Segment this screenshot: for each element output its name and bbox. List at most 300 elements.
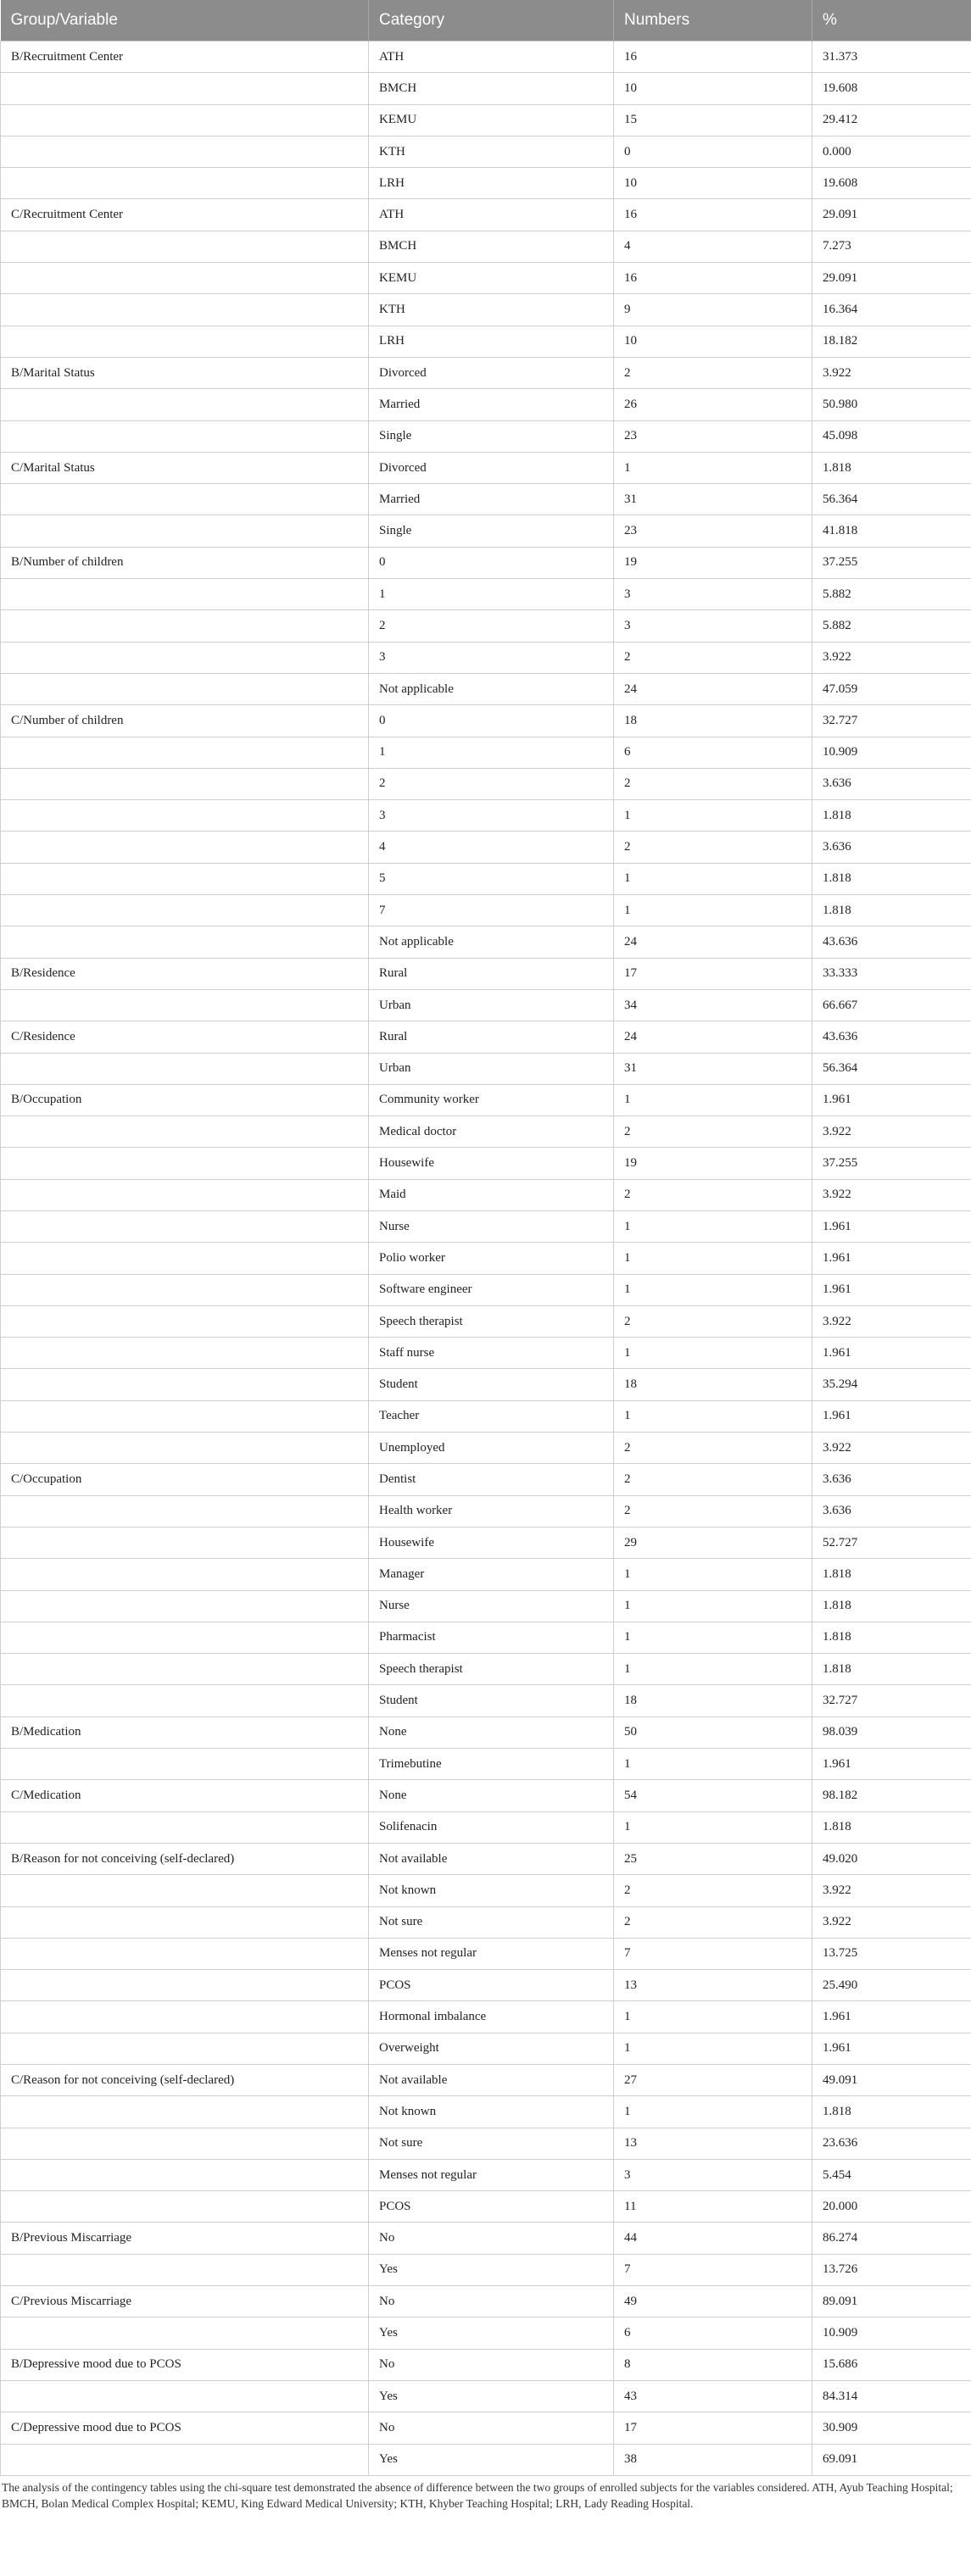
cell-numbers: 10 (614, 73, 812, 104)
cell-percent: 1.961 (812, 1749, 971, 1780)
cell-percent: 3.922 (812, 1906, 971, 1938)
cell-numbers: 6 (614, 2317, 812, 2349)
cell-numbers: 1 (614, 1622, 812, 1653)
cell-group-variable (1, 768, 369, 799)
cell-numbers: 8 (614, 2349, 812, 2380)
table-row (1, 263, 971, 294)
table-row (1, 1021, 971, 1053)
cell-numbers: 2 (614, 1464, 812, 1495)
cell-group-variable (1, 2096, 369, 2128)
cell-numbers: 2 (614, 357, 812, 388)
table-row (1, 737, 971, 768)
cell-percent: 3.922 (812, 1875, 971, 1906)
cell-percent: 56.364 (812, 484, 971, 515)
cell-category: Dentist (369, 1464, 614, 1495)
table-row (1, 168, 971, 199)
cell-numbers: 10 (614, 168, 812, 199)
cell-percent: 86.274 (812, 2223, 971, 2254)
cell-numbers: 4 (614, 231, 812, 262)
cell-percent: 98.182 (812, 1780, 971, 1811)
cell-numbers: 19 (614, 1148, 812, 1179)
cell-percent: 3.636 (812, 768, 971, 799)
cell-percent: 10.909 (812, 2317, 971, 2349)
cell-numbers: 1 (614, 1338, 812, 1369)
cell-percent: 29.091 (812, 199, 971, 231)
cell-numbers: 1 (614, 800, 812, 832)
cell-percent: 29.091 (812, 263, 971, 294)
cell-category: No (369, 2349, 614, 2380)
cell-group-variable: B/Depressive mood due to PCOS (1, 2349, 369, 2380)
cell-category: Nurse (369, 1590, 614, 1622)
table-row (1, 515, 971, 547)
cell-numbers: 1 (614, 895, 812, 926)
cell-category: Maid (369, 1179, 614, 1210)
cell-percent: 50.980 (812, 389, 971, 420)
cell-category: Not available (369, 2065, 614, 2096)
table-row (1, 2254, 971, 2285)
cell-numbers: 24 (614, 926, 812, 958)
cell-percent: 1.818 (812, 800, 971, 832)
cell-category: Health worker (369, 1495, 614, 1527)
cell-group-variable: C/Marital Status (1, 452, 369, 483)
cell-category: 0 (369, 705, 614, 737)
cell-category: Solifenacin (369, 1811, 614, 1843)
cell-category: Single (369, 515, 614, 547)
table-row (1, 2033, 971, 2064)
cell-group-variable: C/Number of children (1, 705, 369, 737)
cell-category: Hormonal imbalance (369, 2001, 614, 2033)
cell-numbers: 1 (614, 1243, 812, 1274)
cell-numbers: 31 (614, 1053, 812, 1084)
cell-numbers: 34 (614, 989, 812, 1021)
cell-percent: 69.091 (812, 2444, 971, 2475)
table-row (1, 1305, 971, 1337)
cell-numbers: 18 (614, 1369, 812, 1400)
cell-category: PCOS (369, 2191, 614, 2223)
cell-group-variable (1, 1116, 369, 1148)
cell-group-variable (1, 1527, 369, 1558)
cell-percent: 15.686 (812, 2349, 971, 2380)
table-row (1, 642, 971, 673)
cell-category: Menses not regular (369, 1938, 614, 1969)
cell-numbers: 1 (614, 1274, 812, 1305)
cell-numbers: 1 (614, 1654, 812, 1685)
cell-percent: 49.091 (812, 2065, 971, 2096)
cell-group-variable (1, 1433, 369, 1464)
cell-numbers: 1 (614, 1084, 812, 1116)
cell-percent: 3.922 (812, 357, 971, 388)
cell-percent: 1.961 (812, 1243, 971, 1274)
cell-category: Pharmacist (369, 1622, 614, 1653)
cell-category: Not sure (369, 1906, 614, 1938)
cell-category: Married (369, 484, 614, 515)
table-row (1, 1654, 971, 1685)
cell-category: 3 (369, 800, 614, 832)
cell-group-variable (1, 1622, 369, 1653)
cell-category: 5 (369, 863, 614, 894)
cell-category: Not sure (369, 2128, 614, 2159)
cell-percent: 1.961 (812, 1084, 971, 1116)
cell-category: KTH (369, 294, 614, 325)
cell-category: None (369, 1780, 614, 1811)
cell-percent: 18.182 (812, 325, 971, 357)
cell-group-variable (1, 1749, 369, 1780)
cell-category: PCOS (369, 1970, 614, 2001)
cell-group-variable (1, 1875, 369, 1906)
table-row (1, 1716, 971, 1748)
cell-group-variable (1, 484, 369, 515)
cell-numbers: 2 (614, 1875, 812, 1906)
table-row (1, 2001, 971, 2033)
cell-group-variable: C/Previous Miscarriage (1, 2286, 369, 2317)
table-row (1, 1053, 971, 1084)
cell-group-variable (1, 1210, 369, 1242)
table-row (1, 1400, 971, 1432)
cell-category: Overweight (369, 2033, 614, 2064)
cell-numbers: 54 (614, 1780, 812, 1811)
cell-category: 1 (369, 579, 614, 610)
cell-group-variable (1, 104, 369, 136)
cell-group-variable (1, 1148, 369, 1179)
cell-percent: 33.333 (812, 958, 971, 989)
cell-group-variable (1, 1179, 369, 1210)
cell-category: Software engineer (369, 1274, 614, 1305)
cell-group-variable: C/Medication (1, 1780, 369, 1811)
cell-group-variable (1, 136, 369, 167)
cell-group-variable: B/Occupation (1, 1084, 369, 1116)
cell-numbers: 16 (614, 42, 812, 73)
cell-percent: 0.000 (812, 136, 971, 167)
table-row (1, 1843, 971, 1874)
table-row (1, 1495, 971, 1527)
cell-category: Polio worker (369, 1243, 614, 1274)
cell-category: Housewife (369, 1527, 614, 1558)
cell-group-variable (1, 1654, 369, 1685)
table-row (1, 1970, 971, 2001)
cell-category: BMCH (369, 73, 614, 104)
cell-percent: 3.922 (812, 1433, 971, 1464)
cell-group-variable (1, 2380, 369, 2412)
cell-percent: 25.490 (812, 1970, 971, 2001)
table-row (1, 1179, 971, 1210)
table-row (1, 1464, 971, 1495)
cell-numbers: 11 (614, 2191, 812, 2223)
cell-percent: 1.961 (812, 1210, 971, 1242)
cell-group-variable: C/Occupation (1, 1464, 369, 1495)
cell-numbers: 13 (614, 1970, 812, 2001)
cell-percent: 32.727 (812, 705, 971, 737)
cell-percent: 1.818 (812, 452, 971, 483)
cell-numbers: 2 (614, 1495, 812, 1527)
cell-percent: 1.818 (812, 1622, 971, 1653)
table-row (1, 1622, 971, 1653)
cell-group-variable: B/Residence (1, 958, 369, 989)
cell-group-variable (1, 2033, 369, 2064)
cell-percent: 1.961 (812, 1400, 971, 1432)
cell-numbers: 50 (614, 1716, 812, 1748)
cell-percent: 1.818 (812, 863, 971, 894)
cell-group-variable: B/Reason for not conceiving (self-declared) (1, 1843, 369, 1874)
cell-category: Married (369, 389, 614, 420)
cell-category: Menses not regular (369, 2159, 614, 2190)
cell-category: Not applicable (369, 673, 614, 704)
cell-category: Student (369, 1685, 614, 1716)
cell-group-variable (1, 1938, 369, 1969)
cell-numbers: 26 (614, 389, 812, 420)
cell-category: Rural (369, 958, 614, 989)
cell-numbers: 24 (614, 673, 812, 704)
table-row (1, 1274, 971, 1305)
cell-group-variable (1, 231, 369, 262)
table-row (1, 705, 971, 737)
table-row (1, 231, 971, 262)
cell-numbers: 9 (614, 294, 812, 325)
table-row (1, 2159, 971, 2190)
table-row (1, 926, 971, 958)
cell-category: 0 (369, 547, 614, 578)
cell-category: BMCH (369, 231, 614, 262)
header-numbers: Numbers (614, 0, 812, 42)
table-row (1, 579, 971, 610)
table-row (1, 863, 971, 894)
table-row (1, 895, 971, 926)
cell-group-variable (1, 1053, 369, 1084)
cell-numbers: 1 (614, 1590, 812, 1622)
cell-category: Not applicable (369, 926, 614, 958)
cell-percent: 1.818 (812, 895, 971, 926)
cell-category: Yes (369, 2317, 614, 2349)
table-row (1, 832, 971, 863)
cell-category: Rural (369, 1021, 614, 1053)
cell-group-variable (1, 294, 369, 325)
cell-numbers: 49 (614, 2286, 812, 2317)
cell-numbers: 1 (614, 452, 812, 483)
cell-percent: 19.608 (812, 168, 971, 199)
cell-percent: 20.000 (812, 2191, 971, 2223)
table-row (1, 136, 971, 167)
cell-group-variable: B/Marital Status (1, 357, 369, 388)
table-row (1, 1906, 971, 1938)
cell-percent: 1.818 (812, 1559, 971, 1590)
cell-numbers: 24 (614, 1021, 812, 1053)
table-row (1, 1527, 971, 1558)
table-row (1, 2349, 971, 2380)
cell-percent: 45.098 (812, 420, 971, 452)
cell-percent: 35.294 (812, 1369, 971, 1400)
cell-percent: 3.922 (812, 642, 971, 673)
table-row (1, 1938, 971, 1969)
cell-percent: 98.039 (812, 1716, 971, 1748)
cell-category: Urban (369, 989, 614, 1021)
table-row (1, 357, 971, 388)
cell-group-variable (1, 800, 369, 832)
cell-percent: 1.818 (812, 1811, 971, 1843)
cell-category: 7 (369, 895, 614, 926)
cell-numbers: 25 (614, 1843, 812, 1874)
cell-percent: 1.818 (812, 2096, 971, 2128)
table-row (1, 958, 971, 989)
cell-group-variable (1, 610, 369, 642)
table-row (1, 452, 971, 483)
cell-numbers: 2 (614, 768, 812, 799)
cell-percent: 47.059 (812, 673, 971, 704)
cell-category: ATH (369, 199, 614, 231)
cell-category: Speech therapist (369, 1305, 614, 1337)
cell-group-variable (1, 642, 369, 673)
cell-percent: 1.961 (812, 1274, 971, 1305)
cell-group-variable (1, 263, 369, 294)
cell-numbers: 29 (614, 1527, 812, 1558)
cell-category: Community worker (369, 1084, 614, 1116)
cell-percent: 66.667 (812, 989, 971, 1021)
cell-numbers: 3 (614, 579, 812, 610)
cell-numbers: 6 (614, 737, 812, 768)
cell-numbers: 16 (614, 199, 812, 231)
cell-category: 2 (369, 768, 614, 799)
cell-category: Staff nurse (369, 1338, 614, 1369)
cell-numbers: 1 (614, 1811, 812, 1843)
cell-numbers: 23 (614, 515, 812, 547)
cell-percent: 32.727 (812, 1685, 971, 1716)
cell-category: Student (369, 1369, 614, 1400)
cell-percent: 29.412 (812, 104, 971, 136)
cell-percent: 3.922 (812, 1116, 971, 1148)
table-row (1, 1590, 971, 1622)
cell-category: None (369, 1716, 614, 1748)
cell-category: Medical doctor (369, 1116, 614, 1148)
cell-group-variable (1, 832, 369, 863)
table-row (1, 1433, 971, 1464)
cell-group-variable (1, 2159, 369, 2190)
cell-percent: 1.961 (812, 2033, 971, 2064)
table-row (1, 1148, 971, 1179)
cell-category: Urban (369, 1053, 614, 1084)
cell-group-variable (1, 989, 369, 1021)
cell-group-variable (1, 2444, 369, 2475)
cell-numbers: 10 (614, 325, 812, 357)
cell-group-variable (1, 73, 369, 104)
cell-numbers: 31 (614, 484, 812, 515)
cell-group-variable (1, 2254, 369, 2285)
cell-group-variable (1, 1590, 369, 1622)
cell-numbers: 18 (614, 705, 812, 737)
table-row (1, 2191, 971, 2223)
cell-category: KEMU (369, 263, 614, 294)
cell-numbers: 2 (614, 1433, 812, 1464)
cell-numbers: 3 (614, 610, 812, 642)
cell-group-variable (1, 2317, 369, 2349)
cell-percent: 1.818 (812, 1654, 971, 1685)
cell-group-variable (1, 1400, 369, 1432)
cell-group-variable (1, 1970, 369, 2001)
cell-numbers: 0 (614, 136, 812, 167)
header-group-variable: Group/Variable (1, 0, 369, 42)
cell-group-variable (1, 515, 369, 547)
cell-category: KEMU (369, 104, 614, 136)
cell-category: No (369, 2286, 614, 2317)
cell-category: Teacher (369, 1400, 614, 1432)
table-row (1, 2096, 971, 2128)
table-row (1, 989, 971, 1021)
table-row (1, 610, 971, 642)
table-row (1, 420, 971, 452)
cell-category: Trimebutine (369, 1749, 614, 1780)
table-row (1, 2317, 971, 2349)
table-row (1, 199, 971, 231)
table-row (1, 104, 971, 136)
table-header-row (1, 0, 971, 42)
table-row (1, 1875, 971, 1906)
cell-numbers: 3 (614, 2159, 812, 2190)
cell-percent: 37.255 (812, 547, 971, 578)
cell-group-variable (1, 2128, 369, 2159)
cell-group-variable: B/Medication (1, 1716, 369, 1748)
cell-group-variable: C/Recruitment Center (1, 199, 369, 231)
cell-percent: 37.255 (812, 1148, 971, 1179)
table-footnote: The analysis of the contingency tables using the chi-square test demonstrated the absence of difference between the two groups of enrolled subjects for the variables considered. ATH, Ayub Teaching Hospital; BMCH, Bolan Medical Complex Hospital; KEMU, King Edward Medical University; KTH, Khyber Teaching Hospital; LRH, Lady Reading Hospital. (2, 2480, 953, 2510)
cell-category: Not available (369, 1843, 614, 1874)
cell-group-variable (1, 1685, 369, 1716)
cell-category: Divorced (369, 357, 614, 388)
cell-group-variable: C/Residence (1, 1021, 369, 1053)
cell-percent: 19.608 (812, 73, 971, 104)
table-row (1, 294, 971, 325)
cell-percent: 16.364 (812, 294, 971, 325)
cell-group-variable (1, 1495, 369, 1527)
table-body (1, 42, 971, 2476)
cell-percent: 23.636 (812, 2128, 971, 2159)
cell-numbers: 7 (614, 2254, 812, 2285)
table-row (1, 673, 971, 704)
cell-group-variable (1, 389, 369, 420)
cell-numbers: 13 (614, 2128, 812, 2159)
cell-group-variable (1, 863, 369, 894)
cell-percent: 43.636 (812, 1021, 971, 1053)
cell-percent: 5.882 (812, 579, 971, 610)
cell-percent: 3.922 (812, 1179, 971, 1210)
cell-numbers: 2 (614, 1305, 812, 1337)
table-row (1, 800, 971, 832)
cell-numbers: 2 (614, 642, 812, 673)
cell-group-variable (1, 1906, 369, 1938)
header-category: Category (369, 0, 614, 42)
cell-numbers: 2 (614, 1906, 812, 1938)
table-row (1, 2380, 971, 2412)
cell-percent: 3.636 (812, 832, 971, 863)
table-row (1, 1811, 971, 1843)
cell-group-variable: B/Recruitment Center (1, 42, 369, 73)
cell-percent: 3.922 (812, 1305, 971, 1337)
cell-category: LRH (369, 168, 614, 199)
cell-percent: 31.373 (812, 42, 971, 73)
table-row (1, 2412, 971, 2444)
cell-group-variable (1, 325, 369, 357)
table-row (1, 1559, 971, 1590)
table-row (1, 768, 971, 799)
cell-category: Single (369, 420, 614, 452)
table-row (1, 2286, 971, 2317)
cell-category: Speech therapist (369, 1654, 614, 1685)
cell-group-variable (1, 895, 369, 926)
cell-category: KTH (369, 136, 614, 167)
cell-percent: 41.818 (812, 515, 971, 547)
cell-percent: 84.314 (812, 2380, 971, 2412)
cell-category: ATH (369, 42, 614, 73)
cell-numbers: 38 (614, 2444, 812, 2475)
cell-group-variable (1, 673, 369, 704)
table-row (1, 2223, 971, 2254)
table-row (1, 1116, 971, 1148)
